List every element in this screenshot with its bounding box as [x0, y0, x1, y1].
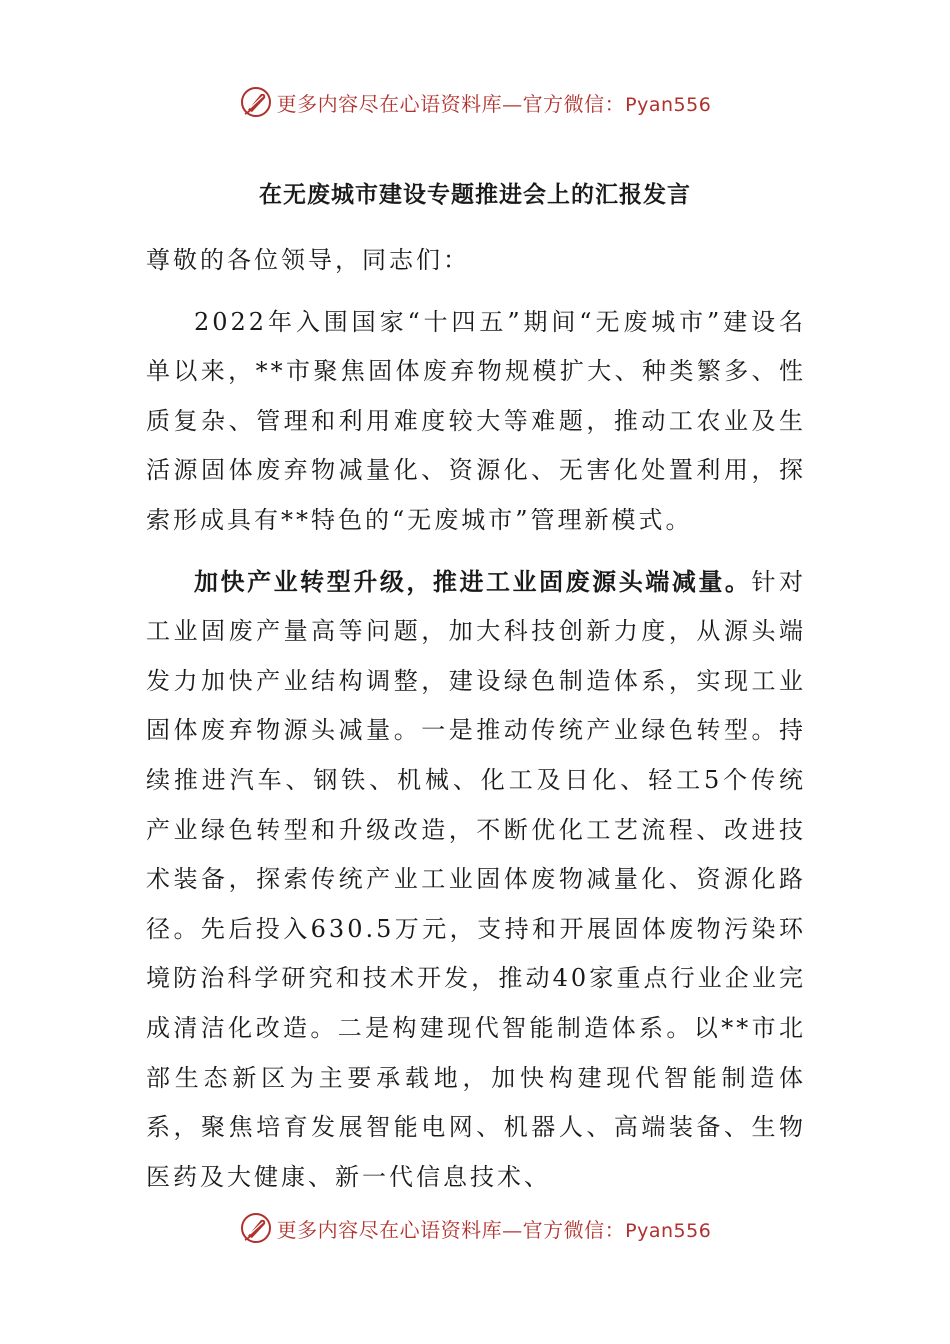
feather-pen-logo-icon — [239, 1211, 273, 1245]
paragraph-intro: 2022年入围国家“十四五”期间“无废城市”建设名单以来，**市聚焦固体废弃物规模扩大、种类繁多、性质复杂、管理和利用难度较大等难题，推动工农业及生活源固体废弃物减量化、资源化、无害化处置利用，探索形成具有**特色的“无废城市”管理新模式。 — [146, 307, 806, 534]
feather-pen-logo-icon — [239, 85, 273, 119]
salutation: 尊敬的各位领导，同志们： — [146, 246, 470, 274]
document-body — [146, 236, 806, 1202]
paragraph-industry — [146, 558, 806, 1203]
header-banner — [0, 82, 950, 122]
banner-wechat-id: Pyan556 — [625, 1219, 712, 1242]
banner-text: 更多内容尽在心语资料库—官方微信：Pyan556 — [276, 91, 712, 116]
footer-banner — [0, 1208, 950, 1248]
paragraph-body-text: 针对工业固废产量高等问题，加大科技创新力度，从源头端发力加快产业结构调整，建设绿色制造体系，实现工业固体废弃物源头减量。一是推动传统产业绿色转型。持续推进汽车、钢铁、机械、化工及日化、轻工5个传统产业绿色转型和升级改造，不断优化工艺流程、改进技术装备，探索传统产业工业固体废物减量化、资源化路径。先后投入630.5万元，支持和开展固体废物污染环境防治科学研究和技术开发，推动40家重点行业企业完成清洁化改造。二是构建现代智能制造体系。以**市北部生态新区为主要承载地，加快构建现代智能制造体系，聚焦培育发展智能电网、机器人、高端装备、生物医药及大健康、新一代信息技术、 — [146, 567, 806, 1191]
paragraph-lead-heading: 加快产业转型升级，推进工业固废源头端减量。 — [194, 567, 752, 596]
banner-text: 更多内容尽在心语资料库—官方微信：Pyan556 — [276, 1217, 712, 1242]
banner-wechat-id: Pyan556 — [625, 93, 712, 116]
document-title: 在无废城市建设专题推进会上的汇报发言 — [259, 182, 691, 208]
